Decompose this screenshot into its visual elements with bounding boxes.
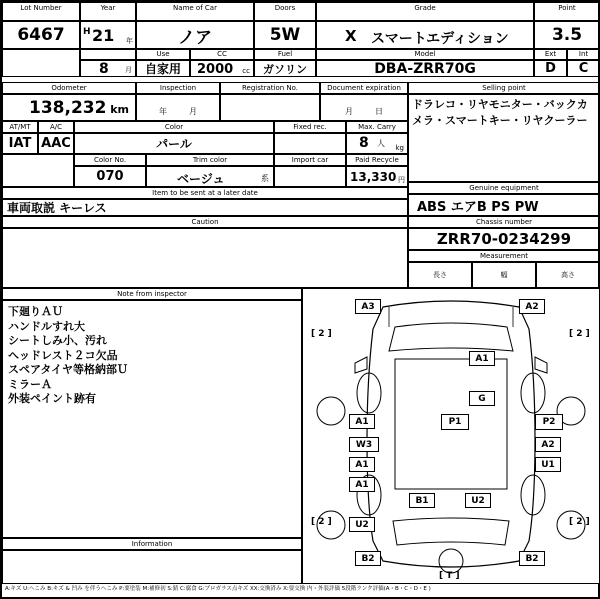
p2-mark: P2: [535, 414, 563, 430]
at-mt-value: IAT: [8, 136, 32, 151]
information-value-cell: [2, 550, 302, 584]
ac-value: AAC: [41, 136, 71, 151]
genuine-equipment-label-cell: Genuine equipment: [408, 182, 600, 194]
int-label-cell: Int: [567, 49, 600, 60]
import-car-value-cell: [274, 166, 346, 187]
model-label-cell: Model: [316, 49, 534, 60]
use-value: 自家用: [144, 62, 181, 76]
registration-label-cell: Registration No.: [220, 82, 320, 94]
model-value-cell: [316, 60, 534, 77]
a3-mark: A3: [355, 299, 381, 314]
cc-value-cell: [190, 60, 254, 77]
fuel-value: ガソリン: [263, 62, 307, 76]
chassis-number-value: ZRR70-0234299: [436, 230, 572, 248]
a1-left-bottom-mark: A1: [349, 477, 375, 492]
lot-number-value: 6467: [17, 25, 65, 45]
year-era: H: [83, 27, 91, 37]
at-mt-value-cell: [2, 133, 38, 154]
a2-top-right-mark: A2: [519, 299, 545, 314]
caution-label-cell: Caution: [2, 216, 408, 228]
fixed-rec-label-cell: Fixed rec.: [274, 121, 346, 133]
b1-mark: B1: [409, 493, 435, 508]
note-line-6: ミラーＡ: [8, 377, 52, 391]
doors-value-cell: [254, 21, 316, 49]
lot-spacer-cell: [2, 49, 80, 77]
selling-point-label-cell: Selling point: [408, 82, 600, 94]
bracket-2-bottom-left: [ 2 ]: [311, 517, 332, 527]
vehicle-diagram-panel: [302, 288, 600, 584]
name-label-cell: Name of Car: [136, 2, 254, 21]
note-line-2: ハンドルすれ大: [8, 319, 85, 333]
note-value-cell: [2, 300, 302, 538]
chassis-value-cell: [408, 228, 600, 250]
point-value: 3.5: [551, 25, 583, 45]
items-later-value-cell: [2, 199, 408, 216]
g-mark: G: [469, 391, 495, 406]
measurement-width-cell: 幅: [472, 262, 536, 288]
doc-day: 日: [375, 107, 383, 116]
inspection-value-cell: [136, 94, 220, 121]
caution-value-cell: [2, 228, 408, 288]
note-line-3: シートしみ小、汚れ: [8, 334, 107, 348]
int-value: C: [578, 61, 589, 76]
doc-expiration-label-cell: Document expiration: [320, 82, 408, 94]
trim-color-suffix: 系: [261, 174, 269, 183]
b2-right-mark: B2: [519, 551, 545, 566]
lot-number-label-cell: Lot Number: [2, 2, 80, 21]
color-value-cell: [74, 133, 274, 154]
a1-center-mark: A1: [469, 351, 495, 366]
note-line-1: 下廻りＡＵ: [8, 305, 63, 318]
color-no-value-cell: [74, 166, 146, 187]
grade-label-cell: Grade: [316, 2, 534, 21]
cc-label-cell: CC: [190, 49, 254, 60]
odometer-label-cell: Odometer: [2, 82, 136, 94]
paid-recycle-unit: 円: [398, 176, 405, 184]
note-line-7: 外装ペイント跡有: [8, 392, 96, 406]
a1-left-mark: A1: [349, 414, 375, 429]
legend-text: A:キズ U:へこみ B:キズ & 凹み を伴うへこみ P:要塗装 M:補修初 S:錆 C:腐食 G:ブロガラス点キズ XX:交換済み X:要交換 内・外装評価 5段階ランク評価(A・B・C・D・E ): [5, 586, 431, 592]
bracket-2-top-right: [ 2 ]: [569, 329, 590, 339]
ac-value-cell: [38, 133, 74, 154]
color-no-label-cell: Color No.: [74, 154, 146, 166]
genuine-equipment-value-cell: [408, 194, 600, 216]
max-carry-label-cell: Max. Carry: [346, 121, 408, 133]
ext-label-cell: Ext: [534, 49, 567, 60]
month-suffix: 月: [125, 66, 132, 74]
w3-mark: W3: [349, 437, 379, 452]
import-car-label-cell: Import car: [274, 154, 346, 166]
ac-label-cell: A/C: [38, 121, 74, 133]
information-label-cell: Information: [2, 538, 302, 550]
month-value: 8: [99, 61, 109, 77]
inspection-year: 年: [159, 107, 167, 116]
int-value-cell: [567, 60, 600, 77]
trim-color-label-cell: Trim color: [146, 154, 274, 166]
inspection-month: 月: [189, 107, 197, 116]
measurement-length-cell: 長さ: [408, 262, 472, 288]
model-value: DBA-ZRR70G: [374, 60, 476, 77]
color-value: パール: [156, 137, 192, 151]
lot-number-value-cell: [2, 21, 80, 49]
max-carry-kg: kg: [395, 144, 404, 152]
grade-value: スマートエディション: [371, 31, 509, 47]
selling-point-cell: [408, 94, 600, 182]
t-mark: [ T ]: [439, 571, 460, 581]
use-label-cell: Use: [136, 49, 190, 60]
doors-value: 5W: [269, 25, 301, 45]
registration-value-cell: [220, 94, 320, 121]
car-outline-svg: [303, 289, 599, 583]
note-line-4: ヘッドレスト２コ欠品: [8, 348, 118, 362]
bracket-2-top-left: [ 2 ]: [311, 329, 332, 339]
color-label-cell: Color: [74, 121, 274, 133]
genuine-equipment-value: ABS エアB PS PW: [417, 199, 539, 215]
paid-recycle-label-cell: Paid Recycle: [346, 154, 408, 166]
odometer-value-cell: [2, 94, 136, 121]
u2-mark: U2: [465, 493, 491, 508]
doc-expiration-value-cell: [320, 94, 408, 121]
note-label-cell: Note from inspector: [2, 288, 302, 300]
u1-mark: U1: [535, 457, 561, 472]
ext-value: D: [545, 61, 556, 76]
year-value: 21: [92, 26, 115, 45]
bracket-2-bottom-right: [ 2 ]: [569, 517, 590, 527]
paid-recycle-value: 13,330: [350, 170, 397, 184]
fuel-value-cell: [254, 60, 316, 77]
month-label-cell: [80, 49, 136, 60]
at-ac-spacer-cell: [2, 154, 74, 187]
year-label-cell: Year: [80, 2, 136, 21]
doors-label-cell: Doors: [254, 2, 316, 21]
point-value-cell: [534, 21, 600, 49]
selling-point-text: ドラレコ・リヤモニター・バックカメラ・スマートキー・リヤクーラー: [412, 98, 588, 127]
year-suffix: 年: [126, 37, 133, 45]
u2-left-mark: U2: [349, 517, 375, 532]
note-line-5: スペアタイヤ等格納部Ｕ: [8, 363, 129, 377]
max-carry-value-cell: [346, 133, 408, 154]
footer-legend: [2, 584, 600, 599]
b2-left-mark: B2: [355, 551, 381, 566]
trim-color-value-cell: [146, 166, 274, 187]
point-label-cell: Point: [534, 2, 600, 21]
doc-month: 月: [345, 107, 353, 116]
a2-right-mark: A2: [535, 437, 561, 452]
at-mt-label-cell: AT/MT: [2, 121, 38, 133]
max-carry-value: 8: [359, 135, 369, 151]
name-value: ノア: [178, 27, 212, 48]
items-later-label-cell: Item to be sent at a later date: [2, 187, 408, 199]
a1-left-lower-mark: A1: [349, 457, 375, 472]
ext-value-cell: [534, 60, 567, 77]
max-carry-unit: 人: [377, 139, 385, 148]
grade-value-cell: [316, 21, 534, 49]
odometer-unit: km: [110, 103, 129, 116]
grade-value-x: X: [345, 27, 357, 45]
month-value-cell: [80, 60, 136, 77]
odometer-value: 138,232: [29, 98, 107, 118]
p1-mark: P1: [441, 414, 469, 430]
paid-recycle-value-cell: [346, 166, 408, 187]
chassis-label-cell: Chassis number: [408, 216, 600, 228]
use-value-cell: [136, 60, 190, 77]
measurement-height-cell: 高さ: [536, 262, 600, 288]
measurement-label-cell: Measurement: [408, 250, 600, 262]
name-value-cell: [136, 21, 254, 49]
trim-color-value: ベージュ: [177, 172, 225, 186]
cc-unit: cc: [242, 67, 250, 75]
fuel-label-cell: Fuel: [254, 49, 316, 60]
fixed-rec-value-cell: [274, 133, 346, 154]
color-no-value: 070: [96, 169, 124, 184]
year-value-cell: [80, 21, 136, 49]
cc-value: 2000: [197, 62, 234, 77]
inspection-label-cell: Inspection: [136, 82, 220, 94]
items-later-value: 車両取説 キーレス: [7, 201, 107, 215]
